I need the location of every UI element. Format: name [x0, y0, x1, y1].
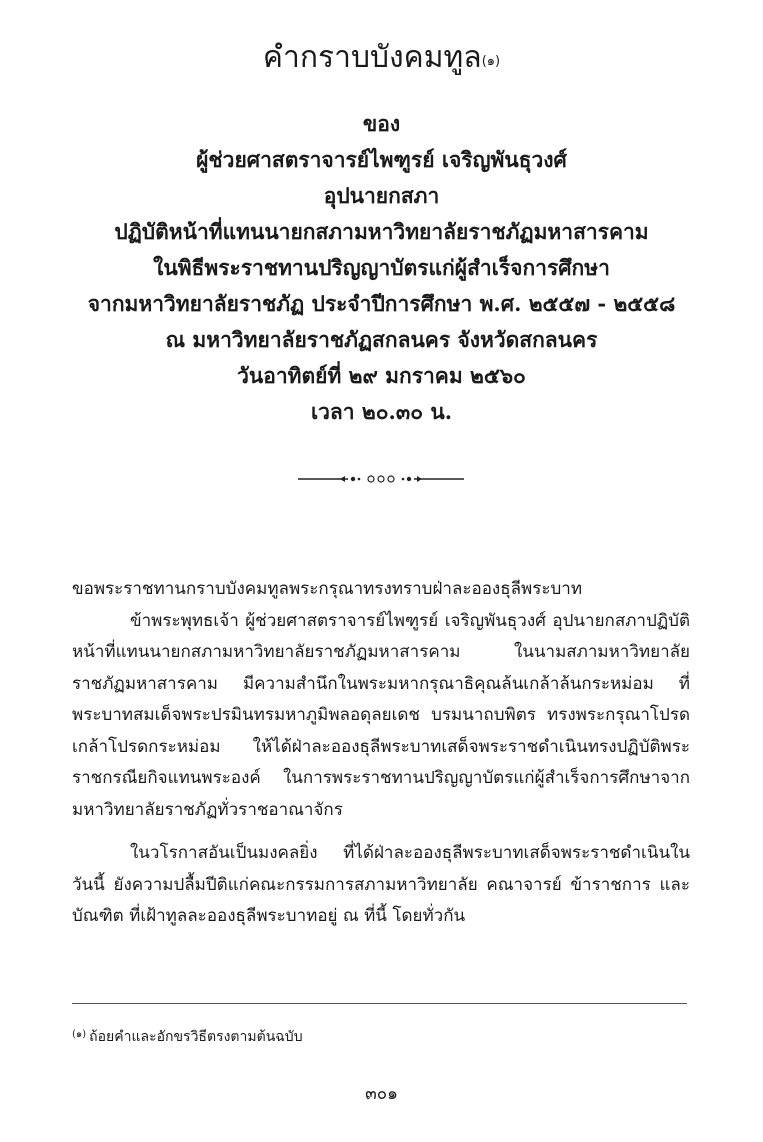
- heading-line: ปฏิบัติหน้าที่แทนนายกสภามหาวิทยาลัยราชภัฏมหาสารคาม: [114, 219, 649, 244]
- body-paragraph: ข้าพระพุทธเจ้า ผู้ช่วยศาสตราจารย์ไพฑูรย์ เจริญพันธุวงศ์ อุปนายกสภาปฏิบัติหน้าที่แทนนายกสภามหาวิทยาลัยราชภัฏมหาสารคาม ในนามสภามหาวิทยาลัยราชภัฏมหาสารคาม มีความสำนึกในพระมหากรุณาธิคุณล้นเกล้าล้นกระหม่อม ที่พระบาทสมเด็จพระปรมินทรมหาภูมิพลอดุลยเดช บรมนาถบพิตร ทรงพระกรุณาโปรดเกล้าโปรดกระหม่อม ให้ได้ฝ่าละอองธุลีพระบาทเสด็จพระราชดำเนินทรงปฏิบัติพระราชกรณียกิจแทนพระองค์ ในการพระราชทานปริญญาบัตรแก่ผู้สำเร็จการศึกษาจากมหาวิทยาลัยราชภัฏทั่วราชอาณาจักร: [72, 610, 690, 820]
- heading-line: เวลา ๒๐.๓๐ น.: [310, 399, 453, 424]
- page-title: [0, 38, 763, 78]
- heading-line: ในพิธีพระราชทานปริญญาบัตรแก่ผู้สำเร็จการศึกษา: [153, 255, 610, 280]
- heading-line: ผู้ช่วยศาสตราจารย์ไพฑูรย์ เจริญพันธุวงศ์: [196, 147, 567, 172]
- footnote: [72, 1027, 303, 1047]
- title-footnote-marker: (๑): [481, 54, 501, 69]
- footnote-divider: [72, 1003, 687, 1004]
- heading-block: [0, 106, 763, 430]
- page-title-text: คำกราบบังคมทูล: [262, 40, 482, 75]
- body-text: [72, 574, 690, 933]
- divider-ornament-icon: [296, 470, 466, 488]
- heading-line: อุปนายกสภา: [323, 183, 440, 208]
- footnote-marker: (๑): [72, 1029, 87, 1040]
- heading-line: วันอาทิตย์ที่ ๒๙ มกราคม ๒๕๖๐: [237, 363, 526, 388]
- page-number: ๓๐๑: [365, 1084, 398, 1104]
- salutation: ขอพระราชทานกราบบังคมทูลพระกรุณาทรงทราบฝ่าละอองธุลีพระบาท: [72, 579, 583, 599]
- heading-line: จากมหาวิทยาลัยราชภัฏ ประจำปีการศึกษา พ.ศ. ๒๕๕๗ - ๒๕๕๘: [87, 291, 676, 316]
- heading-line: ณ มหาวิทยาลัยราชภัฏสกลนคร จังหวัดสกลนคร: [165, 327, 598, 352]
- footnote-text: ถ้อยคำและอักขรวิธีตรงตามต้นฉบับ: [89, 1029, 303, 1045]
- body-paragraph: ในวโรกาสอันเป็นมงคลยิ่ง ที่ได้ฝ่าละอองธุลีพระบาทเสด็จพระราชดำเนินในวันนี้ ยังความปลื้มปีติแก่คณะกรรมการสภามหาวิทยาลัย คณาจารย์ ข้าราชการ และบัณฑิต ที่เฝ้าทูลละอองธุลีพระบาทอยู่ ณ ที่นี้ โดยทั่วกัน: [72, 843, 690, 926]
- heading-line: ของ: [362, 111, 401, 136]
